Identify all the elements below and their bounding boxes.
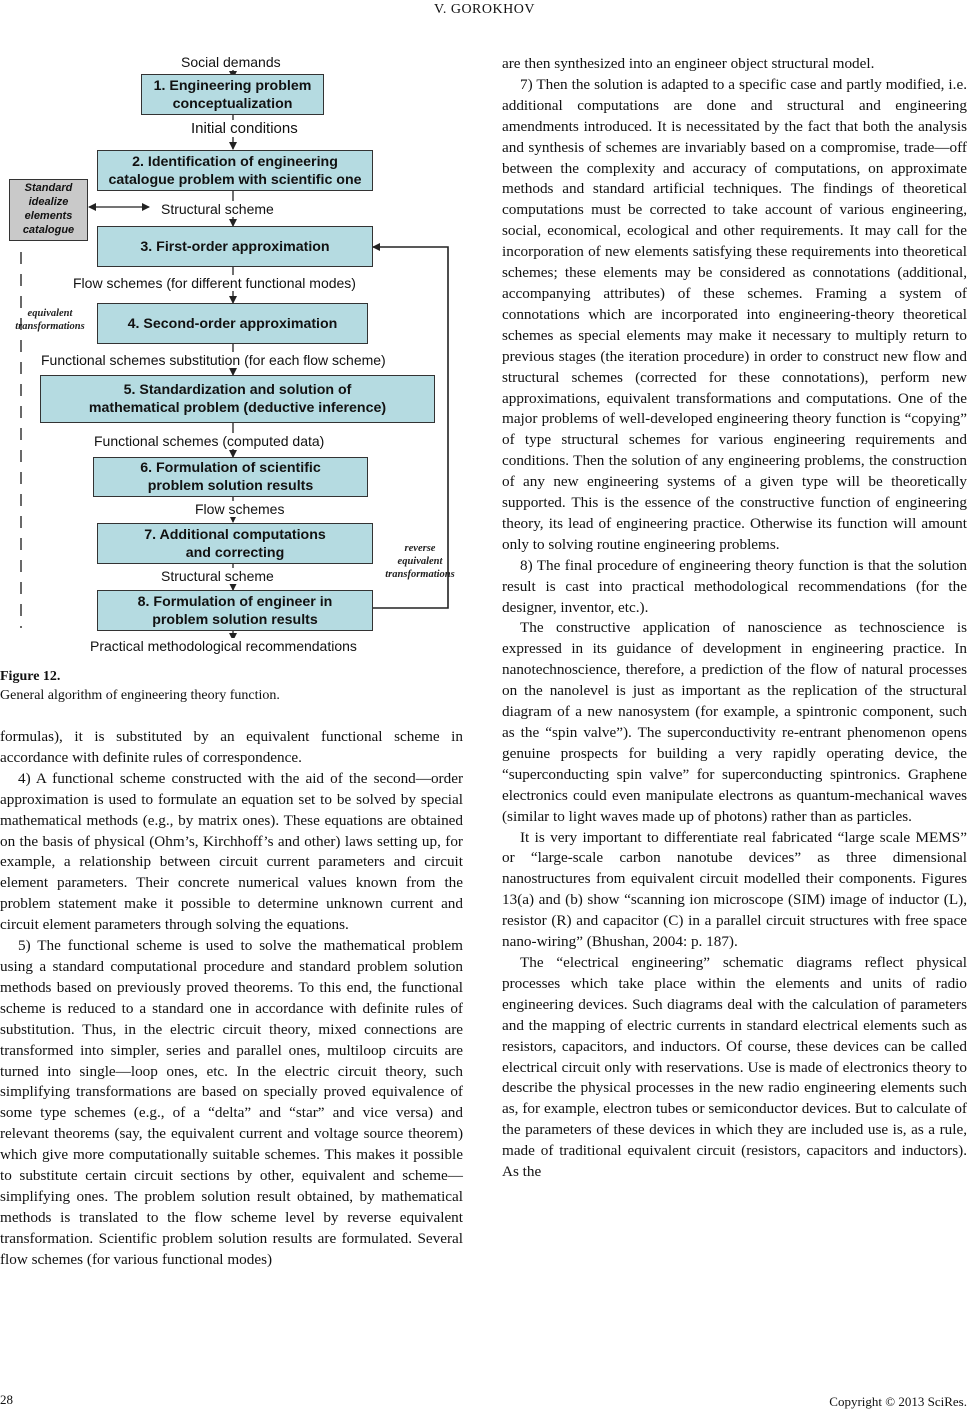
step-8-line2: problem solution results	[152, 611, 318, 628]
step-3-line1: 3. First-order approximation	[140, 238, 330, 255]
step-6-line2: problem solution results	[147, 478, 314, 494]
step-1-line1: 1. Engineering problem	[153, 77, 312, 94]
step-1-box	[141, 74, 324, 115]
running-header: V. GOROKHOV	[434, 2, 535, 17]
right-column-text	[502, 54, 967, 1183]
right-paragraph: The constructive application of nanoscience as technoscience is expressed in its guidance of development in engineering practice. In nanotechnoscience, therefore, a prediction of the flow of natural processes on the nanolevel is just as important as the replication of the structural diagram of a new nanosystem (for example, a spintronic component, such as the “spin valve”). The superconductivity re-entrant phenomenon opens genuine prospects for building a very rapidly operating device, the “superconducting spin valve” for superconducting spintronics. Graphene electronics could even manipulate electrons as quantum-mechanical waves (similar to light waves made up of photons) rather than as particles.	[502, 619, 967, 825]
standard-catalogue-box	[9, 179, 88, 241]
reverse-equivalent-transformations-note	[376, 542, 464, 581]
step-5-line2: mathematical problem (deductive inference)	[88, 400, 387, 416]
reverse-note-line1: reverse	[404, 543, 436, 554]
side-box-line4: catalogue	[22, 224, 75, 236]
step-7-line2: and correcting	[185, 544, 285, 561]
structural-scheme-label-2: Structural scheme	[161, 568, 274, 584]
flow-schemes-label: Flow schemes	[195, 501, 285, 517]
step-5-box	[40, 375, 435, 423]
page-number: 28	[0, 1392, 13, 1407]
equivalent-transformations-note	[9, 307, 91, 333]
equiv-note-line2: transformations	[15, 321, 85, 332]
right-paragraph: are then synthesized into an engineer object structural model.	[502, 55, 875, 72]
step-7-box	[97, 523, 373, 564]
flow-schemes-functional-modes-label: Flow schemes (for different functional modes)	[73, 275, 356, 291]
step-8-box	[97, 590, 373, 631]
reverse-note-line2: equivalent	[397, 556, 443, 567]
step-2-line2: catalogue problem with scientific one	[108, 171, 362, 188]
initial-conditions-label: Initial conditions	[191, 120, 298, 137]
figure-caption	[0, 667, 460, 705]
reverse-note-line3: transformations	[385, 569, 455, 580]
equiv-note-line1: equivalent	[27, 308, 73, 319]
structural-scheme-label-1: Structural scheme	[161, 201, 274, 217]
left-paragraph: 5) The functional scheme is used to solve the mathematical problem using a standard computational procedure and standard problem solution methods based on previously proved theorems. To this end, the functional scheme is reduced to a standard one in accordance with definite rules of substitution. Thus, in the electric circuit theory, mixed connections are transformed into simpler, series and parallel ones, multiloop circuits are turned into single—loop ones, etc. In the electric circuit theory, such simplifying transformations are based on specially proved equivalence of some type schemes (e.g., of a “delta” and “star” and vice versa) and relevant theorems (say, the equivalent current and voltage source theorem) which give more computationally suitable schemes. This makes it possible to substitute certain circuit sections by other, equivalent and scheme—simplifying ones. The problem solution result obtained, by mathematical methods is translated to the flow scheme level by reverse equivalent transformation. Scientific problem solution results are formulated. Several flow schemes (for various functional modes)	[0, 937, 463, 1268]
step-2-line1: 2. Identification of engineering	[132, 153, 338, 170]
figure-caption-text: General algorithm of engineering theory function.	[0, 688, 280, 703]
step-5-line1: 5. Standardization and solution of	[123, 382, 352, 398]
right-paragraph: 7) Then the solution is adapted to a specific case and partly modified, i.e. additional computations are done and structural and engineering amendments introduced. It is necessitated by the fact that both the analysis and synthesis of schemes are invariably based on a compromise, trade—off between the complexity and accuracy of computations, on approximate methods and standard artificial techniques. The findings of theoretical computations must be corrected to take account of various engineering, social, economical, ecological and other requirements. It may call for the incorporation of new elements satisfying these requirements into theoretical schemes; these elements may be considered as connotations (additional, accompanying attributes) of these schemes. Framing a system of connotations which are incorporated into engineering-theory theoretical schemes as special elements may make it necessary to multiply return to previous stages (the iteration procedure) in order to construct new flow and structural schemes (corrected for these connotations), perform new approximations, equivalent transformations and computations. One of the major problems of well-developed engineering theory function is “copying” of type structural schemes for various engineering requirements and conditions. Then the solution of any engineering problems, the construction of any new engineering systems of a given type will be theoretically supported. This is the essence of the constructive function of engineering theory, its lead of engineering practice. Otherwise its function will amount only to solving routine engineering problems.	[502, 75, 967, 553]
step-3-box	[97, 226, 373, 267]
left-paragraph: 4) A functional scheme constructed with the aid of the second—order approximation is used to formulate an equation set to be solved by special mathematical methods (e.g., by matrix ones). These equations are obtained on the basis of physical (Ohm’s, Kirchhoff’s and other) laws setting up, for example, a relationship between circuit current parameters and circuit element parameters. Their concrete numerical values known from the problem statement make it possible to determine unknown current and circuit element parameters through solving the equations.	[0, 769, 463, 934]
side-box-line3: elements	[24, 210, 73, 222]
left-column-text	[0, 727, 463, 1271]
step-4-box	[97, 303, 368, 344]
step-4-line1: 4. Second-order approximation	[127, 315, 338, 332]
side-box-line2: idealize	[28, 196, 69, 208]
right-paragraph: The “electrical engineering” schematic diagrams reflect physical processes which take place within the elements and units of radio engineering devices. Such diagrams deal with the calculation of parameters and the mapping of electric currents in standard electrical elements such as resistors, capacitors, and inductors. Of course, these devices can be called electrical circuit only with reservations. Use is made of electronics theory to describe the physical processes in the new radio engineering elements such as, for example, electron tubes or semiconductor devices. But to calculate of the parameters of these devices in which they are included use is, as a rule, made of traditional equivalent circuit (resistors, capacitors and inductors). As the	[502, 953, 967, 1181]
step-6-box	[93, 457, 368, 497]
right-paragraph: It is very important to differentiate real fabricated “large scale MEMS” or “large-scale carbon nanotube devices” as three dimensional nanostructures from equivalent circuit modelled their components. Figures 13(a) and (b) show “scanning ion microscope (SIM) image of inductor (L), resistor (R) and capacitor (C) in a parallel circuit structures with free space nano-wiring” (Bhushan, 2004: p. 187).	[502, 828, 967, 951]
step-6-line1: 6. Formulation of scientific	[140, 460, 321, 476]
side-box-line1: Standard	[24, 182, 73, 194]
step-1-line2: conceptualization	[172, 95, 293, 112]
copyright-notice: Copyright © 2013 SciRes.	[829, 1394, 967, 1409]
functional-schemes-substitution-label: Functional schemes substitution (for each flow scheme)	[41, 352, 386, 368]
right-paragraph: 8) The final procedure of engineering theory function is that the solution result is cast into practical methodological recommendations (for the designer, inventor, etc.).	[502, 556, 967, 616]
step-8-line1: 8. Formulation of engineer in	[137, 593, 333, 610]
step-2-box	[97, 150, 373, 191]
left-paragraph: formulas), it is substituted by an equivalent functional scheme in accordance with definite rules of correspondence.	[0, 728, 463, 766]
step-7-line1: 7. Additional computations	[144, 526, 326, 543]
social-demands-label: Social demands	[181, 54, 281, 70]
figure-number: Figure 12.	[0, 669, 61, 684]
practical-recommendations-label: Practical methodological recommendations	[90, 638, 357, 654]
functional-schemes-computed-label: Functional schemes (computed data)	[94, 433, 325, 449]
